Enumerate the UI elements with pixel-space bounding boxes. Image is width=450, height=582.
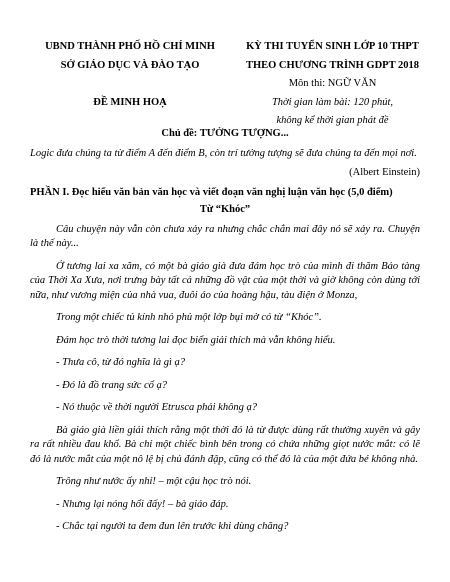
dialogue-line: - Nhưng lại nóng hổi đấy! – bà giáo đáp. [56, 498, 229, 510]
epigraph-quote: Logic đưa chúng ta từ điểm A đến điểm B, còn trí tưởng tượng sẽ đưa chúng ta đến mọi nơi. [30, 147, 417, 159]
exam-duration-note: không kể thời gian phát đề [276, 115, 389, 126]
doc-type-label: ĐỀ MINH HOẠ [93, 97, 167, 108]
header-left [30, 40, 230, 111]
topic-title: Chủ đề: TƯỞNG TƯỢNG... [161, 128, 289, 139]
story-paragraph: Bà giáo già liền giải thích rằng một thời đó là từ được dùng rất thường xuyên và gây ra rất nhiều đau khổ. Bà chỉ một chiếc bình bên trong có chứa những giọt nước mắt: có lẽ đó là nước mắt của một nô lệ bị chủ đánh đập, cũng có thể đó là của một đứa bé không nhà. [30, 424, 420, 465]
dialogue-line: - Chắc tại người ta đem đun lên trước khi dùng chăng? [56, 521, 289, 532]
document-body [30, 127, 420, 535]
dialogue-line: - Nó thuộc về thời người Etrusca phải không ạ? [56, 402, 257, 413]
dialogue-line: - Thưa cô, từ đó nghĩa là gì ạ? [56, 357, 185, 368]
exam-subject: Môn thi: NGỮ VĂN [288, 78, 377, 89]
dialogue-line: Trông như nước ấy nhỉ! – một cậu học trò nói. [56, 476, 252, 487]
story-paragraph: Đám học trò thời tương lai đọc biển giải thích mà vẫn không hiểu. [56, 334, 336, 346]
exam-program: THEO CHƯƠNG TRÌNH GDPT 2018 [245, 59, 420, 71]
exam-title: KỲ THI TUYỂN SINH LỚP 10 THPT [246, 41, 419, 52]
story-paragraph: Ở tương lai xa xăm, có một bà giáo già đưa đám học trò của mình đi thăm Bảo tàng của Thời Xa Xưa, nơi trưng bày tất cả những đồ vật của một thời và giờ không còn dùng tới nữa, như vương miện của nhà vua, đuôi áo của hoàng hậu, tàu điện ở Monza, [30, 260, 420, 301]
section-heading: PHẦN I. Đọc hiểu văn bản văn học và viết đoạn văn nghị luận văn học (5,0 điểm) [30, 186, 393, 198]
dialogue-line: - Đó là đồ trang sức cổ ạ? [56, 379, 168, 391]
department-name: SỞ GIÁO DỤC VÀ ĐÀO TẠO [60, 59, 200, 71]
epigraph-author: (Albert Einstein) [349, 167, 420, 178]
exam-duration: Thời gian làm bài: 120 phút, [271, 96, 394, 108]
story-paragraph: Trong một chiếc tủ kính nhỏ phủ một lớp bụi mờ có từ “Khóc”. [56, 312, 322, 323]
story-title: Từ “Khóc” [199, 204, 251, 215]
header-right [235, 40, 430, 129]
story-paragraph: Câu chuyện này vẫn còn chưa xảy ra nhưng chắc chắn mai đây nó sẽ xảy ra. Chuyện là thế này... [30, 223, 420, 249]
org-name: UBND THÀNH PHỐ HỒ CHÍ MINH [45, 41, 215, 52]
